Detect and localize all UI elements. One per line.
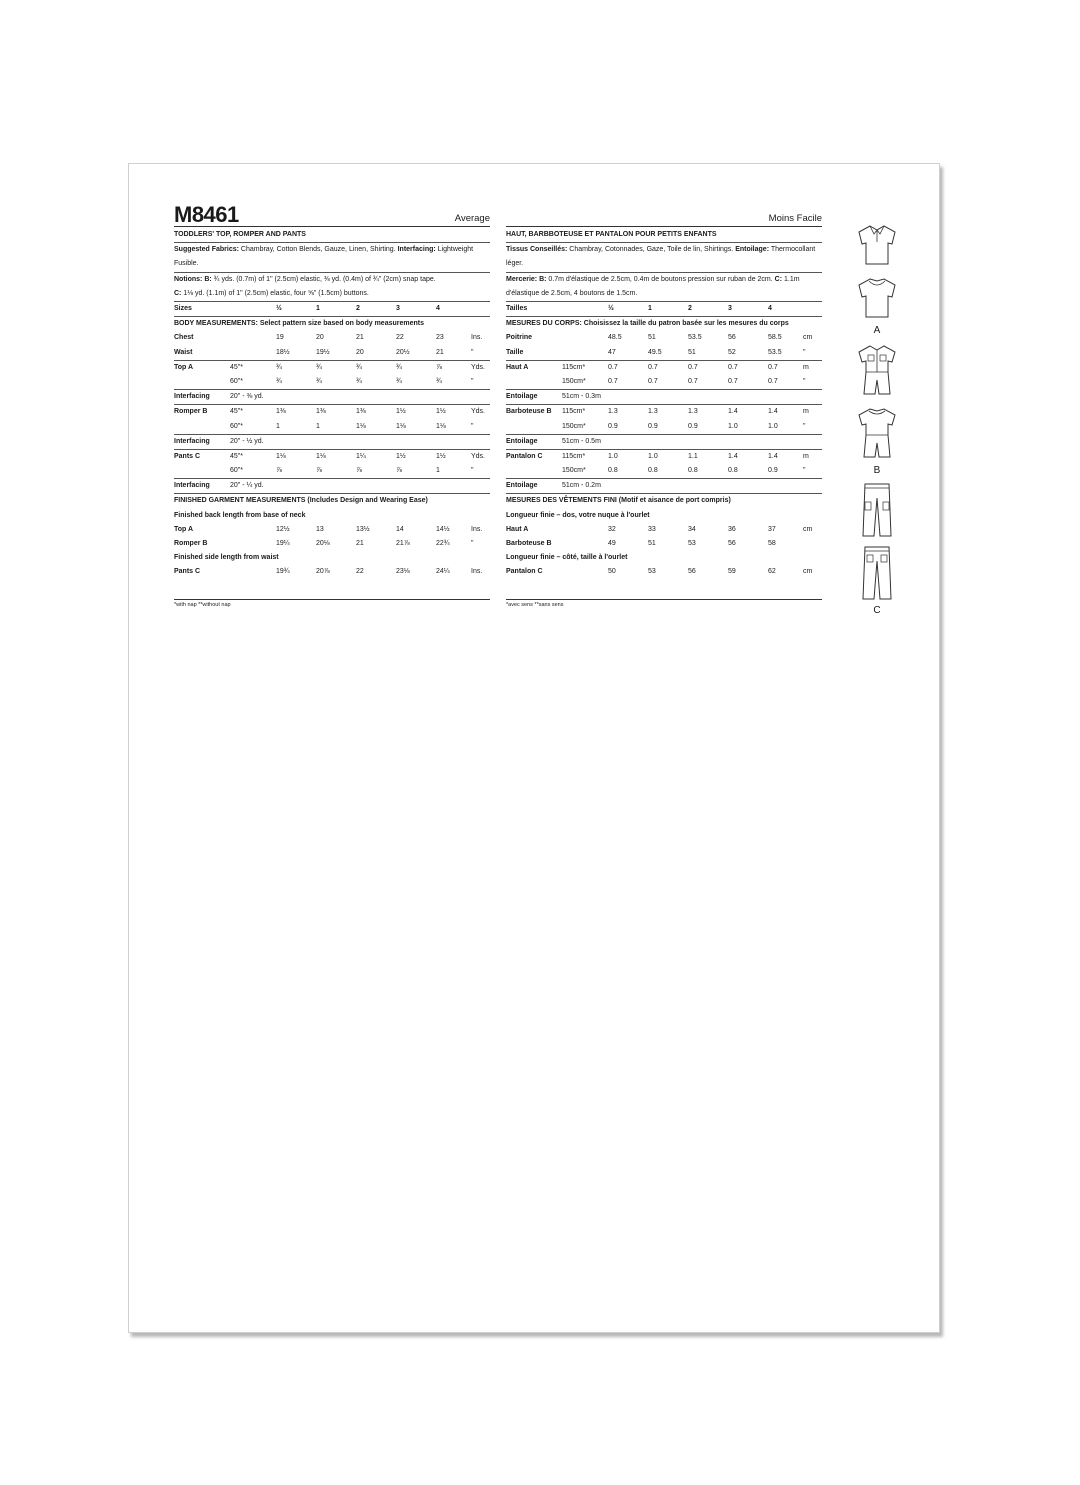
row-label: Pants C <box>174 452 201 460</box>
back-length-heading: Longueur finie – dos, votre nuque à l'ourlet <box>506 511 650 519</box>
size-value: 1 <box>648 305 652 313</box>
row-value: 50 <box>608 568 616 576</box>
row-value: ⅞ <box>356 467 362 475</box>
row-value: 12½ <box>276 525 290 533</box>
row-value: 0.7 <box>608 377 618 385</box>
row-value: 1 <box>276 422 280 430</box>
row-unit: m <box>803 408 809 416</box>
row-value: 48.5 <box>608 334 622 342</box>
size-value: 4 <box>768 305 772 313</box>
row-label: Top A <box>174 363 194 371</box>
row-value: 21 <box>356 334 364 342</box>
row-value: ¾ <box>396 363 402 371</box>
fabric-width: 115cm* <box>562 363 586 371</box>
top-a-back-sketch <box>855 275 899 321</box>
row-value: 49.5 <box>648 348 662 356</box>
chart-row-pants_c-width2 <box>174 464 490 479</box>
row-value: 13½ <box>356 525 370 533</box>
chart-row-fin_romper_b <box>506 537 822 551</box>
fabric-width: 115cm* <box>562 408 586 416</box>
row-value: 20 <box>356 348 364 356</box>
row-value: 53.5 <box>688 334 702 342</box>
chart-row-romper_b-width1 <box>506 405 822 419</box>
row-value: 20½ <box>396 348 410 356</box>
row-value: 1⅛ <box>436 422 446 430</box>
row-value: 58 <box>768 540 776 548</box>
row-value: 1½ <box>436 452 446 460</box>
chart-row-fin_top_a <box>506 523 822 537</box>
chart-row-pants_c-width2 <box>506 464 822 479</box>
row-value: 1.3 <box>648 408 658 416</box>
row-value: 1⅛ <box>276 452 286 460</box>
row-value: 0.7 <box>688 377 698 385</box>
row-value: 24¼ <box>436 568 450 576</box>
garment-title: HAUT, BARBBOTEUSE ET PANTALON POUR PETITS ENFANTS <box>506 228 822 243</box>
row-value: 0.8 <box>648 467 658 475</box>
english-header <box>174 204 490 227</box>
row-value: ¾ <box>436 377 442 385</box>
row-unit: " <box>803 422 806 430</box>
row-value: 56 <box>728 540 736 548</box>
row-value: 0.7 <box>728 377 738 385</box>
row-unit: " <box>471 467 474 475</box>
row-value: 23 <box>436 334 444 342</box>
row-value: 62 <box>768 568 776 576</box>
row-value: 0.7 <box>608 363 618 371</box>
row-value: 56 <box>688 568 696 576</box>
french-header <box>506 204 822 227</box>
top-a-front-sketch <box>855 222 899 268</box>
row-value: 1⅜ <box>276 408 286 416</box>
side-length-heading: Longueur finie – côté, taille à l'ourlet <box>506 554 628 562</box>
romper-b-back-sketch <box>855 405 899 461</box>
row-value: 1⅜ <box>316 408 326 416</box>
chart-row-interfacing_c <box>174 479 490 494</box>
row-value: 1⅛ <box>396 422 406 430</box>
notions <box>174 273 490 302</box>
fabrics-label: Suggested Fabrics: <box>174 246 239 254</box>
chart-row-interfacing_b <box>174 435 490 450</box>
row-value: 1.3 <box>688 408 698 416</box>
row-value: 1⅛ <box>316 452 326 460</box>
chart-row-interfacing_a <box>506 390 822 405</box>
row-value: 0.7 <box>728 363 738 371</box>
notions <box>506 273 822 302</box>
size-value: 4 <box>436 305 440 313</box>
interfacing-label: Interfacing: <box>397 246 436 254</box>
row-value: ¾ <box>276 377 282 385</box>
row-label: Romper B <box>174 408 208 416</box>
row-value: 20⅞ <box>316 568 330 576</box>
row-value: 14 <box>396 525 404 533</box>
row-value: ⅞ <box>396 467 402 475</box>
fabrics-text: Chambray, Cotonnades, Gaze, Toile de lin, Shirtings. <box>567 246 736 254</box>
row-value: 1⅜ <box>356 408 366 416</box>
view-sketches <box>847 222 907 622</box>
row-value: 1.4 <box>728 452 738 460</box>
row-value: 1.3 <box>608 408 618 416</box>
row-unit: " <box>471 422 474 430</box>
pants-c-front-sketch <box>855 482 899 538</box>
row-value: 0.8 <box>728 467 738 475</box>
row-value: 58.5 <box>768 334 782 342</box>
row-value: ¾ <box>316 363 322 371</box>
row-value: 23⅛ <box>396 568 410 576</box>
chart-row-waist <box>506 346 822 361</box>
row-value: 52 <box>728 348 736 356</box>
chart-row-chest <box>174 331 490 345</box>
row-value: 0.7 <box>648 377 658 385</box>
interfacing-amount: 51cm - 0.3m <box>562 393 601 401</box>
fabric-width: 150cm* <box>562 377 586 385</box>
row-value: 53 <box>688 540 696 548</box>
view-label-a: A <box>873 325 881 336</box>
row-unit: Ins. <box>471 568 483 576</box>
row-value: 0.9 <box>608 422 618 430</box>
size-value: 2 <box>356 305 360 313</box>
row-unit: cm <box>803 568 813 576</box>
fabric-width: 115cm* <box>562 452 586 460</box>
interfacing-amount: 51cm - 0.2m <box>562 482 601 490</box>
chart-row-pants_c-width1 <box>174 450 490 464</box>
row-label: Pantalon C <box>506 452 543 460</box>
row-unit: m <box>803 452 809 460</box>
chart-row-waist <box>174 346 490 361</box>
row-value: ¾ <box>316 377 322 385</box>
view-label-c: C <box>873 605 881 616</box>
row-unit: Yds. <box>471 408 486 416</box>
row-value: 33 <box>648 525 656 533</box>
row-value: 1.0 <box>608 452 618 460</box>
row-value: 19½ <box>316 348 330 356</box>
notions-label: Mercerie: B: <box>506 275 547 283</box>
sizes-header <box>506 302 822 317</box>
row-label: Chest <box>174 334 194 342</box>
fabric-width: 60"* <box>230 377 243 385</box>
size-value: ½ <box>276 305 282 313</box>
notions-c-label: C: <box>774 275 783 283</box>
row-label: Pantalon C <box>506 568 543 576</box>
row-value: 34 <box>688 525 696 533</box>
garment-title: TODDLERS' TOP, ROMPER AND PANTS <box>174 228 490 243</box>
row-value: 56 <box>728 334 736 342</box>
row-value: 53 <box>648 568 656 576</box>
row-unit: " <box>803 348 806 356</box>
fabric-width: 60"* <box>230 467 243 475</box>
size-value: 3 <box>728 305 732 313</box>
row-value: 0.7 <box>688 363 698 371</box>
row-unit: " <box>471 540 474 548</box>
row-value: 19¾ <box>276 568 290 576</box>
row-value: ¾ <box>396 377 402 385</box>
fabric-width: 150cm* <box>562 422 586 430</box>
row-unit: cm <box>803 334 813 342</box>
chart-row-top_a-width2 <box>506 375 822 390</box>
notions-c-text: 1⅛ yd. (1.1m) of 1" (2.5cm) elastic, four ⅝" (1.5cm) buttons. <box>181 289 369 297</box>
row-value: ¾ <box>276 363 282 371</box>
notions-text: ¾ yds. (0.7m) of 1" (2.5cm) elastic, ⅜ yd. (0.4m) of ¾" (2cm) snap tape. <box>211 275 436 283</box>
row-value: 1½ <box>396 408 406 416</box>
chart-row-interfacing_b <box>506 435 822 450</box>
row-value: 0.8 <box>608 467 618 475</box>
pattern-envelope-back <box>128 163 940 1333</box>
row-value: 0.7 <box>768 377 778 385</box>
chart-row-romper_b-width2 <box>506 420 822 435</box>
fabric-width: 60"* <box>230 422 243 430</box>
row-value: 22 <box>396 334 404 342</box>
row-value: 1.0 <box>648 452 658 460</box>
row-value: 19 <box>276 334 284 342</box>
row-value: 1½ <box>396 452 406 460</box>
row-unit: Yds. <box>471 363 486 371</box>
row-label: Waist <box>174 348 193 356</box>
row-label: Pants C <box>174 568 201 576</box>
row-value: 59 <box>728 568 736 576</box>
fabric-width: 45"* <box>230 363 243 371</box>
row-unit: " <box>803 467 806 475</box>
row-value: ¾ <box>356 377 362 385</box>
row-value: 1½ <box>436 408 446 416</box>
row-value: 1.1 <box>688 452 698 460</box>
chart-row-interfacing_c <box>506 479 822 494</box>
row-value: 37 <box>768 525 776 533</box>
row-value: 0.9 <box>688 422 698 430</box>
row-unit: cm <box>803 525 813 533</box>
interfacing-label: Entoilage: <box>735 246 770 254</box>
row-unit: Yds. <box>471 452 486 460</box>
sizes-label: Tailles <box>506 305 528 313</box>
finished-measurements-heading: MESURES DES VÊTEMENTS FINI (Motif et aisance de port compris) <box>506 497 731 505</box>
chart-row-fin_top_a <box>174 523 490 537</box>
row-value: ⅞ <box>276 467 282 475</box>
sizes-header <box>174 302 490 317</box>
row-label: Entoilage <box>506 482 538 490</box>
row-value: ¾ <box>356 363 362 371</box>
chart-row-top_a-width1 <box>174 361 490 375</box>
row-value: 1.4 <box>728 408 738 416</box>
row-value: 47 <box>608 348 616 356</box>
row-value: 20 <box>316 334 324 342</box>
interfacing-text: Thermocollant léger. <box>506 246 816 268</box>
size-value: ½ <box>608 305 614 313</box>
row-unit: Ins. <box>471 525 483 533</box>
notions-c-text: 1.1m d'élastique de 2.5cm, 4 boutons de 1.5cm. <box>506 275 800 297</box>
fabric-width: 45"* <box>230 408 243 416</box>
sizes-label: Sizes <box>174 305 192 313</box>
row-value: 0.9 <box>768 467 778 475</box>
row-unit: m <box>803 363 809 371</box>
row-value: 53.5 <box>768 348 782 356</box>
row-value: 22 <box>356 568 364 576</box>
chart-row-chest <box>506 331 822 345</box>
row-label: Romper B <box>174 540 208 548</box>
difficulty-level: Average <box>454 213 490 224</box>
notions-text: 0.7m d'élastique de 2.5cm, 0.4m de boutons pression sur ruban de 2cm. <box>546 275 775 283</box>
chart-row-interfacing_a <box>174 390 490 405</box>
row-label: Interfacing <box>174 437 210 445</box>
difficulty-level-fr: Moins Facile <box>768 213 822 224</box>
row-value: ⅞ <box>316 467 322 475</box>
interfacing-amount: 20" - ¼ yd. <box>230 482 264 490</box>
notions-label: Notions: B: <box>174 275 212 283</box>
notions-c-label: C: <box>174 289 182 297</box>
interfacing-amount: 20" - ½ yd. <box>230 437 264 445</box>
row-value: 18½ <box>276 348 290 356</box>
row-value: ⅞ <box>436 363 442 371</box>
romper-b-front-sketch <box>855 342 899 398</box>
row-value: 0.7 <box>648 363 658 371</box>
row-value: 21 <box>436 348 444 356</box>
chart-row-top_a-width1 <box>506 361 822 375</box>
row-value: 1¼ <box>356 452 366 460</box>
interfacing-amount: 20" - ⅜ yd. <box>230 393 264 401</box>
row-value: 1.4 <box>768 452 778 460</box>
fabrics-label: Tissus Conseillés: <box>506 246 568 254</box>
fabric-width: 45"* <box>230 452 243 460</box>
row-value: 51 <box>648 540 656 548</box>
row-value: 1 <box>316 422 320 430</box>
row-label: Poitrine <box>506 334 533 342</box>
row-value: 21 <box>356 540 364 548</box>
row-value: 0.8 <box>688 467 698 475</box>
row-label: Entoilage <box>506 437 538 445</box>
row-value: 51 <box>688 348 696 356</box>
french-footnote: *avec sens **sans sens <box>506 599 822 608</box>
english-footnote: *with nap **without nap <box>174 599 490 608</box>
row-label: Taille <box>506 348 524 356</box>
pattern-code: M8461 <box>174 202 239 227</box>
row-value: 1 <box>436 467 440 475</box>
row-label: Barboteuse B <box>506 408 552 416</box>
chart-row-fin_pants_c <box>174 565 490 579</box>
finished-measurements-heading: FINISHED GARMENT MEASUREMENTS (Includes Design and Wearing Ease) <box>174 497 428 505</box>
row-label: Haut A <box>506 363 529 371</box>
row-value: 49 <box>608 540 616 548</box>
row-value: 20⅛ <box>316 540 330 548</box>
chart-row-top_a-width2 <box>174 375 490 390</box>
interfacing-text: Lightweight Fusible. <box>174 246 474 268</box>
size-value: 1 <box>316 305 320 313</box>
size-value: 2 <box>688 305 692 313</box>
row-value: 1⅛ <box>356 422 366 430</box>
view-label-b: B <box>873 465 881 476</box>
fabrics-text: Chambray, Cotton Blends, Gauze, Linen, Shirting. <box>238 246 398 254</box>
body-measurements-heading: BODY MEASUREMENTS: Select pattern size based on body measurements <box>174 320 424 328</box>
row-value: 32 <box>608 525 616 533</box>
row-value: 36 <box>728 525 736 533</box>
chart-row-romper_b-width1 <box>174 405 490 419</box>
suggested-fabrics <box>506 243 822 272</box>
chart-row-fin_pants_c <box>506 565 822 579</box>
row-label: Interfacing <box>174 393 210 401</box>
row-value: 19¼ <box>276 540 290 548</box>
row-label: Top A <box>174 525 194 533</box>
row-value: 0.7 <box>768 363 778 371</box>
row-label: Interfacing <box>174 482 210 490</box>
row-unit: " <box>803 377 806 385</box>
row-value: 14½ <box>436 525 450 533</box>
row-value: 1.0 <box>768 422 778 430</box>
suggested-fabrics <box>174 243 490 272</box>
row-value: 51 <box>648 334 656 342</box>
english-chart <box>174 228 490 580</box>
back-length-heading: Finished back length from base of neck <box>174 511 306 519</box>
row-label: Barboteuse B <box>506 540 552 548</box>
row-unit: " <box>471 377 474 385</box>
interfacing-amount: 51cm - 0.5m <box>562 437 601 445</box>
chart-row-fin_romper_b <box>174 537 490 551</box>
row-value: 13 <box>316 525 324 533</box>
side-length-heading: Finished side length from waist <box>174 554 279 562</box>
french-chart <box>506 228 822 580</box>
row-label: Entoilage <box>506 393 538 401</box>
row-value: 0.9 <box>648 422 658 430</box>
row-value: 1.0 <box>728 422 738 430</box>
chart-row-romper_b-width2 <box>174 420 490 435</box>
row-unit: " <box>471 348 474 356</box>
chart-row-pants_c-width1 <box>506 450 822 464</box>
pants-c-back-sketch <box>855 545 899 601</box>
body-measurements-heading: MESURES DU CORPS: Choisissez la taille du patron basée sur les mesures du corps <box>506 320 789 328</box>
row-value: 22¾ <box>436 540 450 548</box>
row-value: 21⅞ <box>396 540 410 548</box>
fabric-width: 150cm* <box>562 467 586 475</box>
row-unit: Ins. <box>471 334 483 342</box>
row-value: 1.4 <box>768 408 778 416</box>
row-label: Haut A <box>506 525 529 533</box>
size-value: 3 <box>396 305 400 313</box>
